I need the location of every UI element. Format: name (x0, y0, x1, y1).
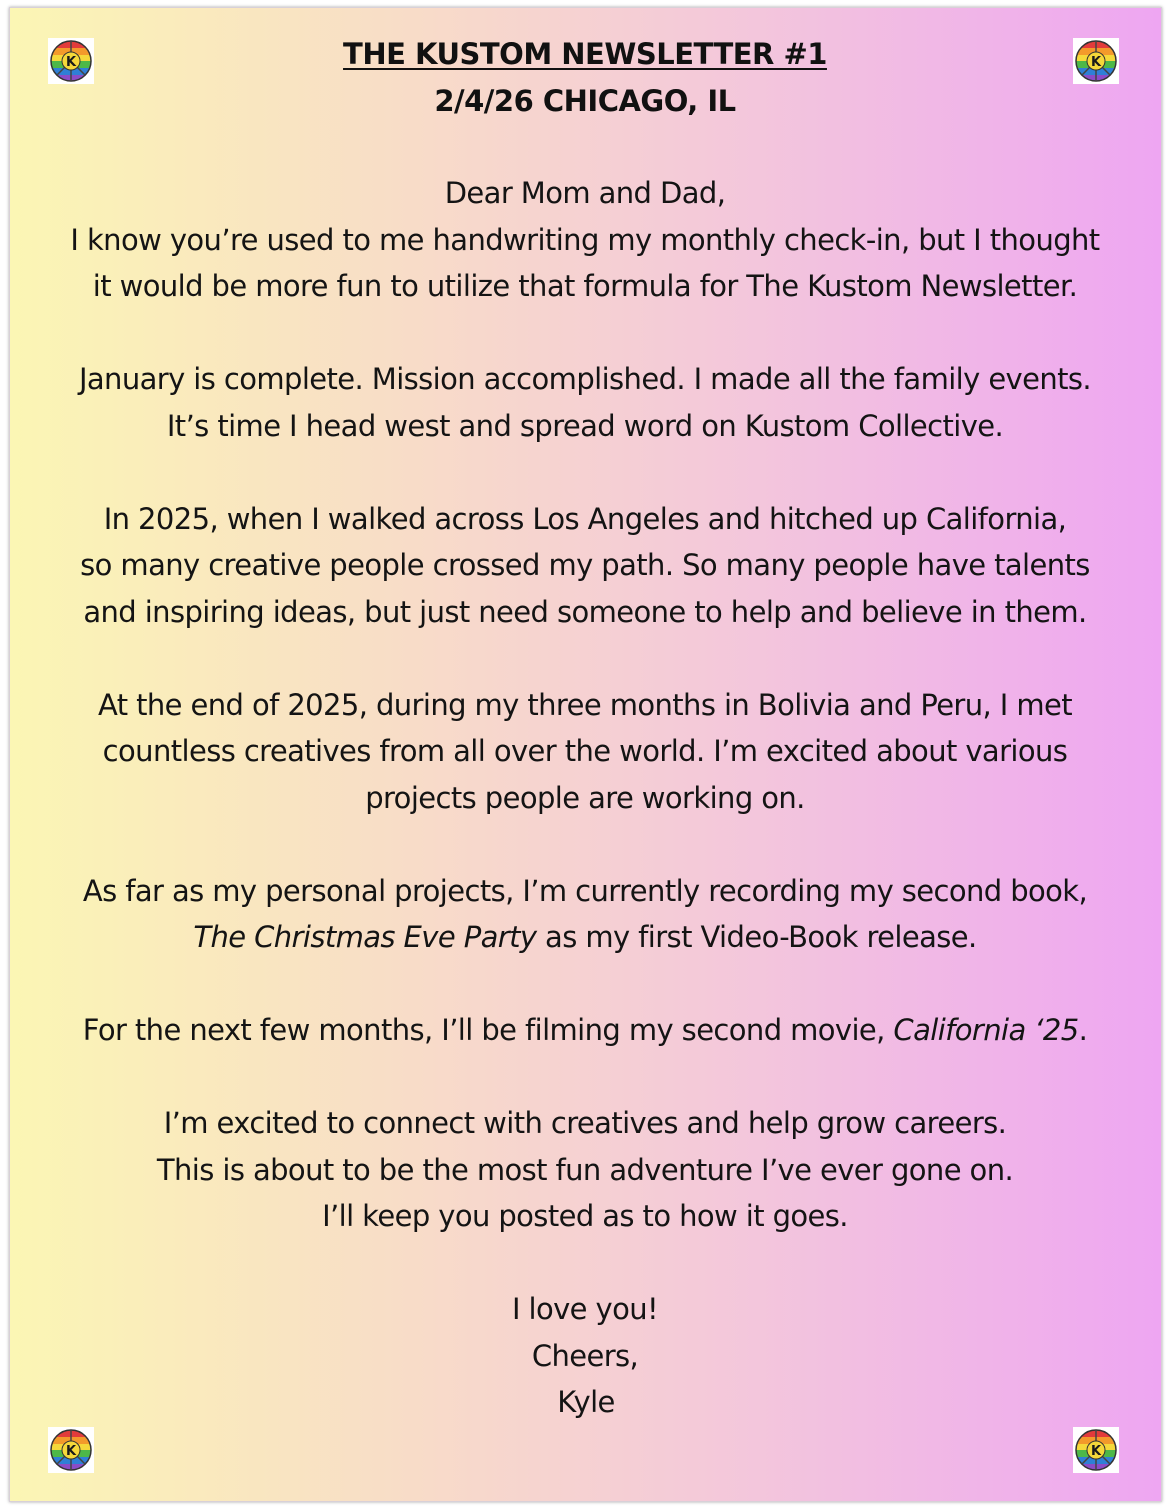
paragraph-line (0, 1007, 1170, 1054)
svg-text:K: K (65, 1444, 77, 1459)
paragraph-line: so many creative people crossed my path. So many people have talents (80, 548, 1090, 582)
signature-name: Kyle (557, 1385, 615, 1419)
movie-end: . (1078, 1013, 1088, 1047)
newsletter-dateline: 2/4/26 CHICAGO, IL (434, 84, 736, 118)
paragraph-line-rest: as my first Video-Book release. (536, 920, 977, 954)
paragraph-line: countless creatives from all over the world. I’m excited about various (102, 734, 1068, 768)
svg-text:K: K (1090, 55, 1102, 70)
paragraph-bolivia-peru (0, 682, 1170, 822)
svg-text:K: K (65, 55, 77, 70)
paragraph-line: I’ll keep you posted as to how it goes. (322, 1199, 848, 1233)
paragraph-2025-california (0, 496, 1170, 636)
paragraph-movie (0, 1007, 1170, 1054)
paragraph-line: it would be more fun to utilize that formula for The Kustom Newsletter. (92, 269, 1078, 303)
closing-cheers: Cheers, (531, 1338, 639, 1373)
greeting: Dear Mom and Dad, (444, 176, 726, 210)
paragraph-personal-projects (0, 868, 1170, 961)
paragraph-line: projects people are working on. (365, 780, 805, 815)
letter-closing (0, 1286, 1170, 1426)
paragraph-line (0, 914, 1170, 961)
newsletter-title: THE KUSTOM NEWSLETTER #1 (343, 37, 827, 71)
closing-love: I love you! (511, 1292, 659, 1326)
movie-lead: For the next few months, I’ll be filming my second movie, (82, 1013, 894, 1047)
paragraph-line: It’s time I head west and spread word on Kustom Collective. (166, 408, 1004, 443)
paragraph-line: I know you’re used to me handwriting my monthly check-in, but I thought (70, 222, 1100, 257)
letter-opening (0, 170, 1170, 310)
movie-title: California ‘25 (893, 1013, 1079, 1047)
paragraph-line: I’m excited to connect with creatives and help grow careers. (163, 1106, 1007, 1140)
paragraph-line: and inspiring ideas, but just need someone to help and believe in them. (83, 594, 1087, 629)
paragraph-line: This is about to be the most fun adventure I’ve ever gone on. (156, 1152, 1014, 1187)
paragraph-line: In 2025, when I walked across Los Angeles and hitched up California, (103, 501, 1067, 536)
book-title: The Christmas Eve Party (193, 920, 537, 954)
paragraph-line: January is complete. Mission accomplished. I made all the family events. (78, 362, 1092, 396)
paragraph-line: As far as my personal projects, I’m currently recording my second book, (82, 873, 1088, 908)
letter-body (0, 170, 1170, 1472)
svg-text:K: K (1090, 1444, 1102, 1459)
paragraph-january (0, 356, 1170, 449)
paragraph-line: At the end of 2025, during my three months in Bolivia and Peru, I met (97, 687, 1073, 722)
paragraph-excited (0, 1100, 1170, 1240)
